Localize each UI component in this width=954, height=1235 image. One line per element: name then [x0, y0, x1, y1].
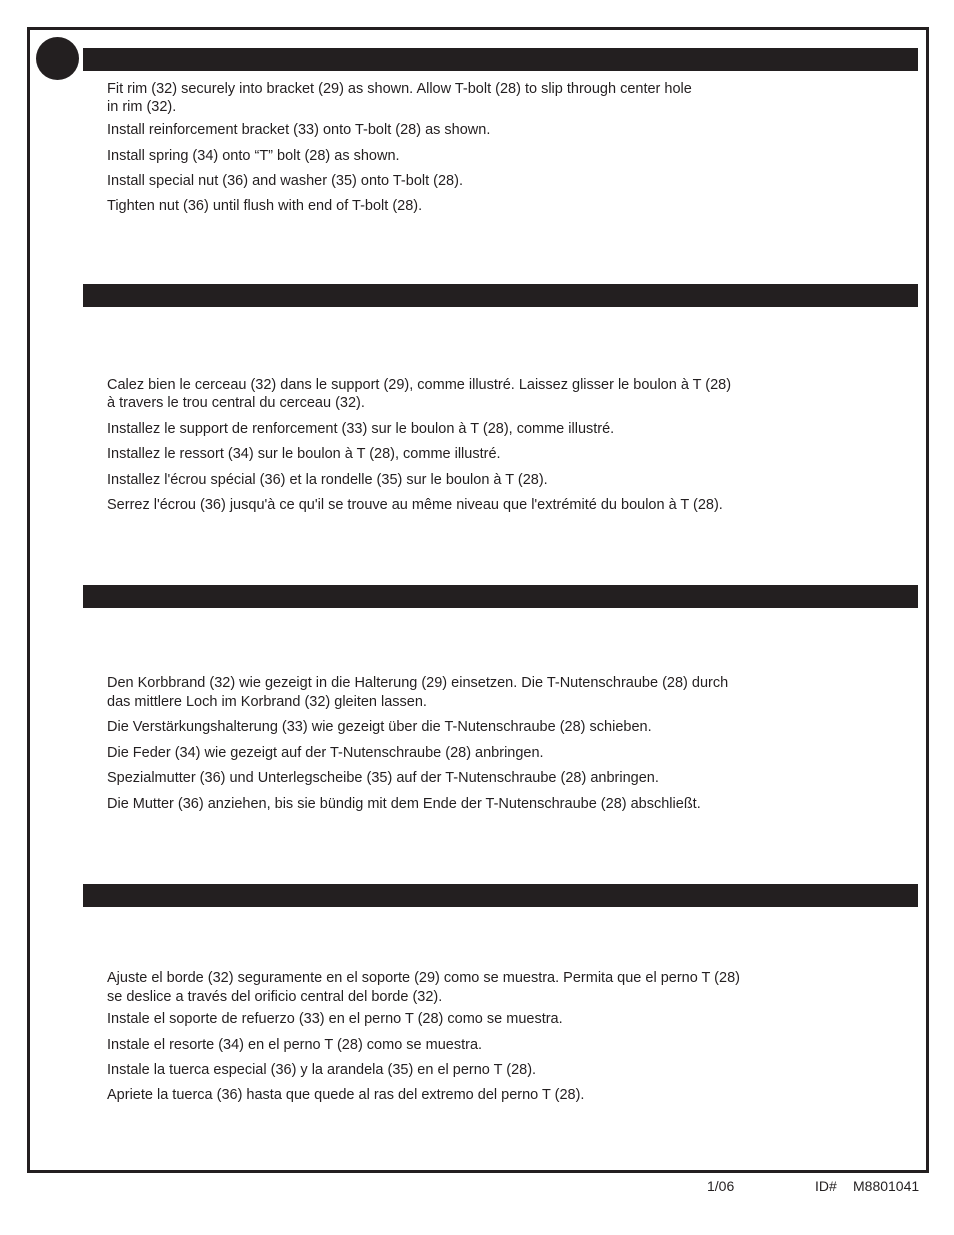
- section-bar-english: [83, 48, 918, 71]
- instruction-line: se deslice a través del orificio central del borde (32).: [107, 989, 443, 1005]
- instruction-line: Install special nut (36) and washer (35) onto T-bolt (28).: [107, 173, 463, 189]
- instruction-line: Instale el resorte (34) en el perno T (28) como se muestra.: [107, 1037, 483, 1053]
- instruction-line: Apriete la tuerca (36) hasta que quede al ras del extremo del perno T (28).: [107, 1087, 585, 1103]
- step-number-circle: [36, 37, 79, 80]
- instruction-line: Installez le support de renforcement (33) sur le boulon à T (28), comme illustré.: [107, 421, 615, 437]
- section-bar-german: [83, 585, 918, 608]
- instruction-line: Calez bien le cerceau (32) dans le support (29), comme illustré. Laissez glisser le boulon à T (28): [107, 377, 732, 393]
- section-bar-spanish: [83, 884, 918, 907]
- instruction-line: Fit rim (32) securely into bracket (29) as shown. Allow T-bolt (28) to slip through center hole: [107, 81, 692, 97]
- instruction-line: Die Mutter (36) anziehen, bis sie bündig mit dem Ende der T-Nutenschraube (28) abschließt.: [107, 796, 701, 812]
- instruction-line: Installez l'écrou spécial (36) et la rondelle (35) sur le boulon à T (28).: [107, 472, 548, 488]
- section-bar-french: [83, 284, 918, 307]
- instruction-line: Instale la tuerca especial (36) y la arandela (35) en el perno T (28).: [107, 1062, 537, 1078]
- instruction-line: Spezialmutter (36) und Unterlegscheibe (35) auf der T-Nutenschraube (28) anbringen.: [107, 770, 659, 786]
- instruction-line: in rim (32).: [107, 99, 177, 115]
- instruction-line: à travers le trou central du cerceau (32).: [107, 395, 365, 411]
- instruction-line: Tighten nut (36) until flush with end of T-bolt (28).: [107, 198, 423, 214]
- instruction-line: Die Verstärkungshalterung (33) wie gezeigt über die T-Nutenschraube (28) schieben.: [107, 719, 652, 735]
- instruction-line: Instale el soporte de refuerzo (33) en el perno T (28) como se muestra.: [107, 1011, 563, 1027]
- footer-id-label: ID#: [815, 1178, 837, 1194]
- instruction-line: Serrez l'écrou (36) jusqu'à ce qu'il se trouve au même niveau que l'extrémité du boulon à T (28).: [107, 497, 723, 513]
- instruction-line: Installez le ressort (34) sur le boulon à T (28), comme illustré.: [107, 446, 501, 462]
- instruction-line: Ajuste el borde (32) seguramente en el soporte (29) como se muestra. Permita que el perno T (28): [107, 970, 740, 986]
- instruction-line: Install spring (34) onto “T” bolt (28) as shown.: [107, 148, 400, 164]
- footer-date: 1/06: [707, 1178, 735, 1194]
- instruction-line: Install reinforcement bracket (33) onto T-bolt (28) as shown.: [107, 122, 491, 138]
- footer-id-value: M8801041: [853, 1178, 920, 1194]
- instruction-line: Den Korbbrand (32) wie gezeigt in die Halterung (29) einsetzen. Die T-Nutenschraube (28) durch: [107, 675, 729, 691]
- instruction-line: das mittlere Loch im Korbrand (32) gleiten lassen.: [107, 694, 427, 710]
- instruction-line: Die Feder (34) wie gezeigt auf der T-Nutenschraube (28) anbringen.: [107, 745, 544, 761]
